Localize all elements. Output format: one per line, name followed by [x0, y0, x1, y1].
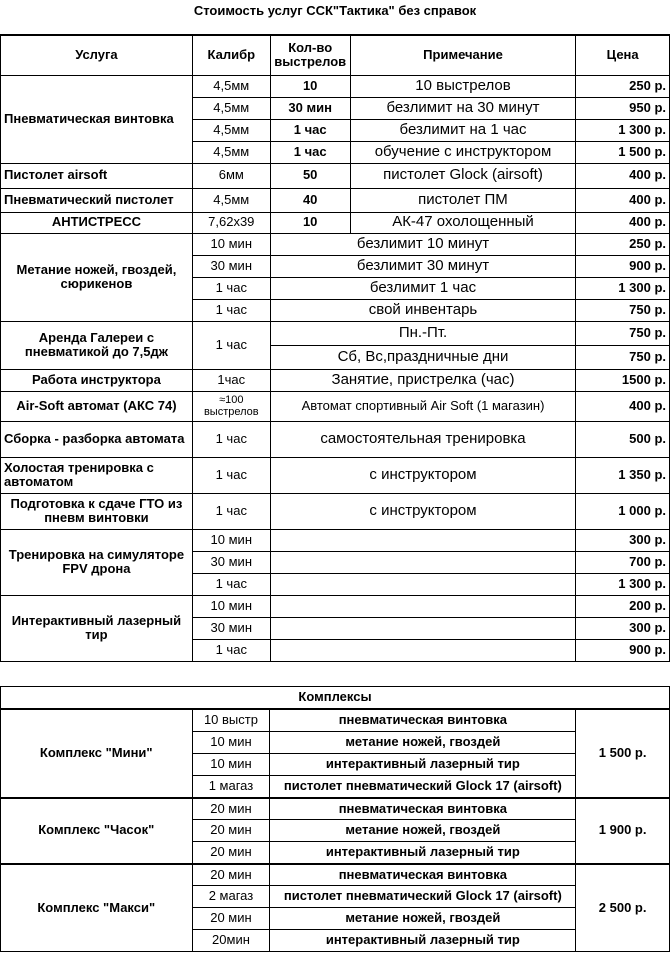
complex-item: метание ножей, гвоздей: [270, 820, 576, 842]
note-cell: безлимит 30 минут: [270, 255, 576, 277]
caliber-cell: 4,5мм: [192, 188, 270, 212]
complex-price: 1 900 р.: [576, 798, 670, 864]
complex-item: интерактивный лазерный тир: [270, 930, 576, 952]
price-cell: 1500 р.: [576, 369, 670, 391]
complex-name: Комплекс "Часок": [1, 798, 193, 864]
note-cell: самостоятельная тренировка: [270, 421, 576, 457]
table-row: [1, 233, 670, 255]
table-row: [1, 391, 670, 421]
note-cell: 10 выстрелов: [350, 75, 576, 97]
table-row: [1, 457, 670, 493]
service-name: Air-Soft автомат (АКС 74): [1, 391, 193, 421]
note-cell: АК-47 охолощенный: [350, 212, 576, 233]
complex-time: 2 магаз: [192, 886, 270, 908]
price-cell: 200 р.: [576, 595, 670, 617]
complex-item: метание ножей, гвоздей: [270, 908, 576, 930]
service-name: Пневматическая винтовка: [1, 75, 193, 163]
complex-item: интерактивный лазерный тир: [270, 842, 576, 864]
price-cell: 250 р.: [576, 233, 670, 255]
table-row: [1, 163, 670, 188]
note-cell: с инструктором: [270, 493, 576, 529]
complex-name: Комплекс "Мини": [1, 709, 193, 798]
table-row: [1, 493, 670, 529]
caliber-cell: 10 мин: [192, 529, 270, 551]
price-cell: 500 р.: [576, 421, 670, 457]
complex-name: Комплекс "Макси": [1, 864, 193, 952]
caliber-cell: 1 час: [192, 421, 270, 457]
table-header-row: [1, 35, 670, 75]
complex-time: 10 выстр: [192, 709, 270, 732]
caliber-cell: 4,5мм: [192, 119, 270, 141]
caliber-cell: 10 мин: [192, 595, 270, 617]
table-row: [1, 864, 670, 886]
service-name: Тренировка на симуляторе FPV дрона: [1, 529, 193, 595]
service-name: Метание ножей, гвоздей, сюрикенов: [1, 233, 193, 321]
complex-item: пневматическая винтовка: [270, 709, 576, 732]
shots-cell: 40: [270, 188, 350, 212]
caliber-cell: 1 час: [192, 573, 270, 595]
price-cell: 300 р.: [576, 529, 670, 551]
complex-time: 1 магаз: [192, 776, 270, 798]
header-note: Примечание: [350, 35, 576, 75]
table-row: [1, 421, 670, 457]
complex-time: 20 мин: [192, 908, 270, 930]
price-cell: 750 р.: [576, 299, 670, 321]
caliber-cell: 30 мин: [192, 551, 270, 573]
table-row: [1, 321, 670, 345]
table-row: [1, 75, 670, 97]
note-cell: [270, 639, 576, 661]
shots-cell: 1 час: [270, 119, 350, 141]
shots-cell: 1 час: [270, 141, 350, 163]
price-cell: 1 000 р.: [576, 493, 670, 529]
note-cell: [270, 595, 576, 617]
note-cell: безлимит 10 минут: [270, 233, 576, 255]
note-cell: Занятие, пристрелка (час): [270, 369, 576, 391]
complex-item: пистолет пневматический Glock 17 (airsoft): [270, 886, 576, 908]
price-cell: 400 р.: [576, 391, 670, 421]
complex-time: 10 мин: [192, 754, 270, 776]
note-cell: пистолет ПМ: [350, 188, 576, 212]
complex-time: 20 мин: [192, 842, 270, 864]
caliber-cell: 1 час: [192, 493, 270, 529]
price-cell: 900 р.: [576, 255, 670, 277]
price-cell: 1 300 р.: [576, 573, 670, 595]
note-cell: обучение с инструктором: [350, 141, 576, 163]
complex-time: 20мин: [192, 930, 270, 952]
price-cell: 750 р.: [576, 321, 670, 345]
caliber-cell: 6мм: [192, 163, 270, 188]
complexes-header-row: [1, 687, 670, 709]
price-cell: 1 300 р.: [576, 119, 670, 141]
price-cell: 700 р.: [576, 551, 670, 573]
caliber-cell: 30 мин: [192, 617, 270, 639]
caliber-cell: 4,5мм: [192, 141, 270, 163]
note-cell: [270, 529, 576, 551]
shots-cell: 50: [270, 163, 350, 188]
caliber-cell: 7,62х39: [192, 212, 270, 233]
service-name: Холостая тренировка с автоматом: [1, 457, 193, 493]
price-cell: 1 500 р.: [576, 141, 670, 163]
complexes-header: Комплексы: [1, 687, 670, 709]
table-row: [1, 369, 670, 391]
complex-item: интерактивный лазерный тир: [270, 754, 576, 776]
price-cell: 750 р.: [576, 345, 670, 369]
complex-price: 2 500 р.: [576, 864, 670, 952]
note-cell: Пн.-Пт.: [270, 321, 576, 345]
price-cell: 950 р.: [576, 97, 670, 119]
complexes-table: [0, 686, 670, 952]
header-price: Цена: [576, 35, 670, 75]
header-shots: Кол-во выстрелов: [270, 35, 350, 75]
caliber-cell: 30 мин: [192, 255, 270, 277]
service-name: Сборка - разборка автомата: [1, 421, 193, 457]
caliber-cell: 1час: [192, 369, 270, 391]
shots-cell: 30 мин: [270, 97, 350, 119]
service-name: Интерактивный лазерный тир: [1, 595, 193, 661]
note-cell: безлимит на 30 минут: [350, 97, 576, 119]
note-cell: [270, 573, 576, 595]
price-cell: 400 р.: [576, 188, 670, 212]
price-cell: 900 р.: [576, 639, 670, 661]
table-row: [1, 188, 670, 212]
table-row: [1, 709, 670, 732]
price-table: [0, 34, 670, 662]
service-name: Пистолет airsoft: [1, 163, 193, 188]
price-cell: 250 р.: [576, 75, 670, 97]
service-name: Пневматический пистолет: [1, 188, 193, 212]
note-cell: Сб, Вс,праздничные дни: [270, 345, 576, 369]
note-cell: пистолет Glock (airsoft): [350, 163, 576, 188]
price-cell: 1 300 р.: [576, 277, 670, 299]
note-cell: [270, 617, 576, 639]
note-cell: безлимит 1 час: [270, 277, 576, 299]
caliber-cell: 1 час: [192, 299, 270, 321]
caliber-cell: 1 час: [192, 639, 270, 661]
complex-item: метание ножей, гвоздей: [270, 732, 576, 754]
table-row: [1, 595, 670, 617]
service-name: Работа инструктора: [1, 369, 193, 391]
header-service: Услуга: [1, 35, 193, 75]
caliber-cell: 4,5мм: [192, 97, 270, 119]
service-name: Подготовка к сдаче ГТО из пневм винтовки: [1, 493, 193, 529]
note-cell: [270, 551, 576, 573]
caliber-cell: 4,5мм: [192, 75, 270, 97]
complex-item: пневматическая винтовка: [270, 864, 576, 886]
complex-item: пневматическая винтовка: [270, 798, 576, 820]
caliber-cell: 1 час: [192, 277, 270, 299]
price-cell: 300 р.: [576, 617, 670, 639]
service-name: Аренда Галереи с пневматикой до 7,5дж: [1, 321, 193, 369]
caliber-cell: ≈100 выстрелов: [192, 391, 270, 421]
complex-item: пистолет пневматический Glock 17 (airsoft): [270, 776, 576, 798]
complex-time: 20 мин: [192, 798, 270, 820]
price-cell: 400 р.: [576, 212, 670, 233]
table-row: [1, 212, 670, 233]
complex-time: 10 мин: [192, 732, 270, 754]
page-title: Стоимость услуг ССК"Тактика" без справок: [193, 3, 477, 18]
complex-price: 1 500 р.: [576, 709, 670, 798]
caliber-cell: 1 час: [192, 457, 270, 493]
service-name: АНТИСТРЕСС: [1, 212, 193, 233]
complex-time: 20 мин: [192, 864, 270, 886]
table-row: [1, 798, 670, 820]
shots-cell: 10: [270, 212, 350, 233]
price-cell: 400 р.: [576, 163, 670, 188]
complex-time: 20 мин: [192, 820, 270, 842]
caliber-cell: 1 час: [192, 321, 270, 369]
header-caliber: Калибр: [192, 35, 270, 75]
table-row: [1, 529, 670, 551]
price-cell: 1 350 р.: [576, 457, 670, 493]
shots-cell: 10: [270, 75, 350, 97]
caliber-cell: 10 мин: [192, 233, 270, 255]
note-cell: безлимит на 1 час: [350, 119, 576, 141]
note-cell: свой инвентарь: [270, 299, 576, 321]
note-cell: Автомат спортивный Air Soft (1 магазин): [270, 391, 576, 421]
note-cell: с инструктором: [270, 457, 576, 493]
